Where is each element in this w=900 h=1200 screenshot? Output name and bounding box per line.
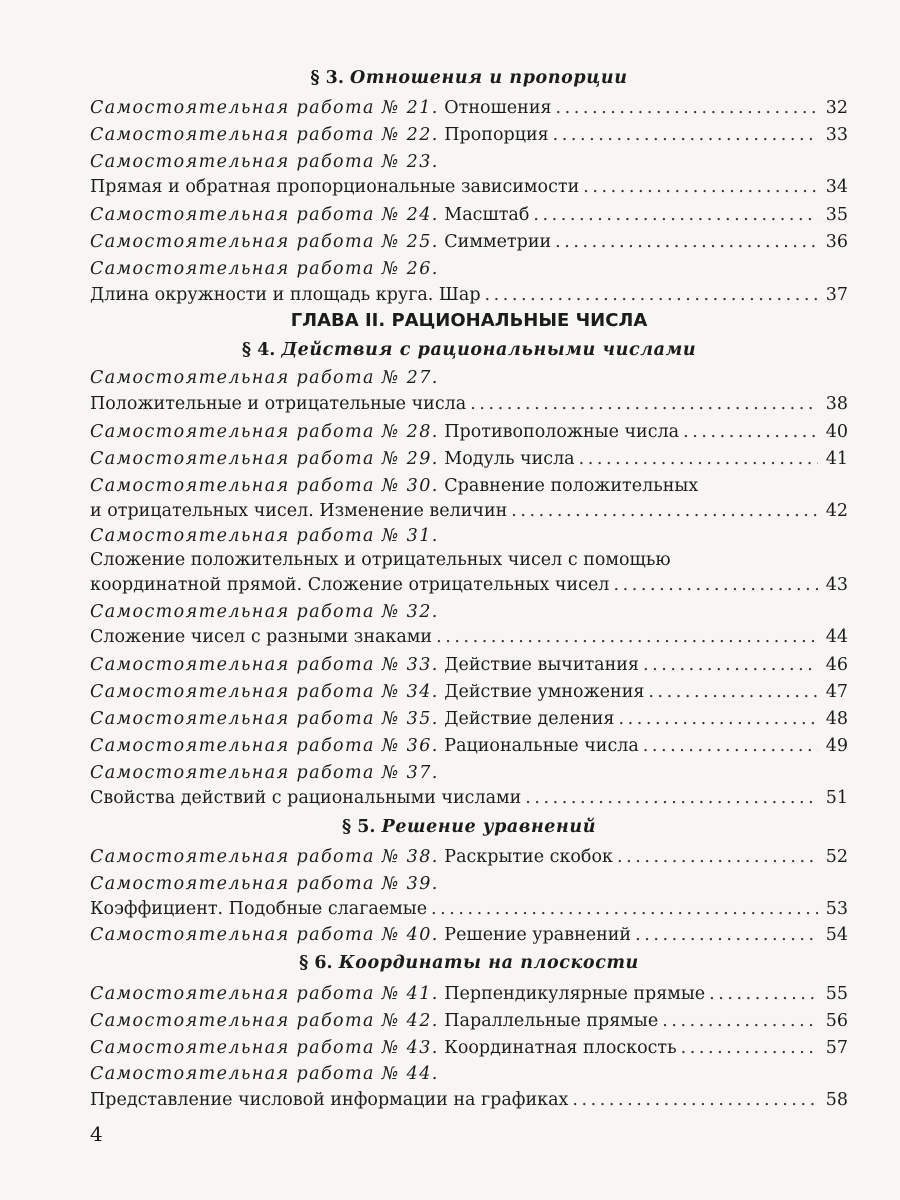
dot-leader — [436, 625, 818, 649]
entry-title: Раскрытие скобок — [444, 847, 613, 867]
dot-leader — [618, 707, 818, 731]
entry-label: Самостоятельная работа № 28. — [90, 422, 439, 442]
entry-title: Масштаб — [444, 205, 530, 225]
entry-label-line — [90, 1062, 848, 1086]
entry-label: Самостоятельная работа № 27. — [90, 368, 439, 388]
section-number: § 4. — [241, 340, 276, 360]
page-number: 33 — [825, 125, 848, 145]
section-title: Отношения и пропорции — [350, 68, 628, 88]
dot-leader — [681, 1036, 818, 1060]
page-number: 51 — [825, 788, 848, 808]
dot-leader — [617, 845, 818, 869]
entry-title: Параллельные прямые — [444, 1011, 659, 1031]
dot-leader — [709, 982, 818, 1006]
section-number: § 3. — [310, 68, 344, 88]
entry-label-line — [90, 257, 848, 281]
toc-entry[interactable] — [90, 897, 848, 921]
page-number: 58 — [825, 1090, 848, 1110]
entry-label: Самостоятельная работа № 35. — [90, 709, 439, 729]
page-number: 41 — [825, 449, 848, 469]
page-number: 46 — [825, 655, 848, 675]
dot-leader — [525, 786, 818, 810]
section-heading — [90, 338, 848, 362]
entry-title: Отношения — [444, 98, 552, 118]
entry-label: Самостоятельная работа № 30. — [90, 476, 439, 496]
section-heading — [90, 951, 848, 975]
toc-entry[interactable] — [90, 680, 848, 704]
toc-entry[interactable] — [90, 96, 848, 120]
entry-label: Самостоятельная работа № 29. — [90, 449, 439, 469]
toc-entry[interactable] — [90, 982, 848, 1006]
entry-title: Перпендикулярные прямые — [444, 984, 706, 1004]
page-number: 48 — [825, 709, 848, 729]
section-number: § 5. — [341, 817, 376, 837]
dot-leader — [648, 680, 818, 704]
page-number: 49 — [825, 736, 848, 756]
entry-label: Самостоятельная работа № 44. — [90, 1064, 439, 1084]
dot-leader — [643, 653, 818, 677]
dot-leader — [572, 1088, 818, 1112]
section-title: Координаты на плоскости — [338, 953, 639, 973]
dot-leader — [485, 283, 818, 307]
toc-entry[interactable] — [90, 923, 848, 947]
toc-entry[interactable] — [90, 230, 848, 254]
toc-entry[interactable] — [90, 447, 848, 471]
page-number: 44 — [825, 627, 848, 647]
toc-entry[interactable] — [90, 573, 848, 597]
toc-entry[interactable] — [90, 845, 848, 869]
page-number: 38 — [825, 394, 848, 414]
entry-label: Самостоятельная работа № 23. — [90, 152, 439, 172]
toc-entry[interactable] — [90, 734, 848, 758]
entry-title: Прямая и обратная пропорциональные зависимости — [90, 177, 580, 197]
entry-label-line — [90, 474, 848, 498]
entry-title: Свойства действий с рациональными числами — [90, 788, 522, 808]
entry-title: Пропорция — [444, 125, 549, 145]
entry-title: Сравнение положительных — [444, 476, 699, 496]
page-number: 34 — [825, 177, 848, 197]
toc-entry[interactable] — [90, 625, 848, 649]
entry-title: Длина окружности и площадь круга. Шар — [90, 285, 481, 305]
entry-label: Самостоятельная работа № 32. — [90, 602, 439, 622]
page-number: 53 — [825, 899, 848, 919]
section-heading — [90, 815, 848, 839]
page-number: 43 — [825, 575, 848, 595]
section-title: Действия с рациональными числами — [281, 340, 697, 360]
entry-label: Самостоятельная работа № 34. — [90, 682, 439, 702]
entry-title: Решение уравнений — [444, 925, 632, 945]
entry-label: Самостоятельная работа № 21. — [90, 98, 439, 118]
page-number: 57 — [825, 1038, 848, 1058]
entry-title: Сложение положительных и отрицательных чисел с помощью — [90, 550, 671, 570]
toc-entry[interactable] — [90, 175, 848, 199]
page-number: 32 — [825, 98, 848, 118]
entry-label-line — [90, 366, 848, 390]
section-title: Решение уравнений — [381, 817, 597, 837]
page-number: 37 — [825, 285, 848, 305]
entry-label: Самостоятельная работа № 26. — [90, 259, 439, 279]
dot-leader — [683, 420, 818, 444]
entry-title: координатной прямой. Сложение отрицательных чисел — [90, 575, 610, 595]
entry-title: Рациональные числа — [444, 736, 639, 756]
dot-leader — [662, 1009, 818, 1033]
dot-leader — [553, 123, 818, 147]
entry-title: Положительные и отрицательные числа — [90, 394, 467, 414]
entry-title: Противоположные числа — [444, 422, 680, 442]
toc-entry[interactable] — [90, 203, 848, 227]
entry-label: Самостоятельная работа № 25. — [90, 232, 439, 252]
entry-label: Самостоятельная работа № 36. — [90, 736, 439, 756]
page-number: 42 — [825, 501, 848, 521]
entry-label-line — [90, 761, 848, 785]
entry-label: Самостоятельная работа № 39. — [90, 874, 439, 894]
entry-label: Самостоятельная работа № 40. — [90, 925, 439, 945]
toc-entry[interactable] — [90, 283, 848, 307]
page-number: 35 — [825, 205, 848, 225]
entry-title: Модуль числа — [444, 449, 575, 469]
toc-entry[interactable] — [90, 1009, 848, 1033]
entry-label: Самостоятельная работа № 42. — [90, 1011, 439, 1031]
toc-entry[interactable] — [90, 653, 848, 677]
entry-label-line — [90, 150, 848, 174]
entry-label: Самостоятельная работа № 43. — [90, 1038, 439, 1058]
entry-label-line — [90, 600, 848, 624]
page-number: 52 — [825, 847, 848, 867]
entry-label: Самостоятельная работа № 37. — [90, 763, 439, 783]
entry-title: Симметрии — [444, 232, 552, 252]
dot-leader — [643, 734, 818, 758]
entry-title-line — [90, 548, 848, 572]
toc-entry[interactable] — [90, 1036, 848, 1060]
dot-leader — [431, 897, 818, 921]
section-number: § 6. — [299, 953, 333, 973]
entry-label: Самостоятельная работа № 22. — [90, 125, 439, 145]
entry-label: Самостоятельная работа № 24. — [90, 205, 439, 225]
toc-entry[interactable] — [90, 123, 848, 147]
entry-title: Действие деления — [444, 709, 615, 729]
entry-label: Самостоятельная работа № 41. — [90, 984, 439, 1004]
entry-label-line — [90, 872, 848, 896]
entry-title: Координатная плоскость — [444, 1038, 677, 1058]
dot-leader — [555, 230, 818, 254]
entry-title: Представление числовой информации на графиках — [90, 1090, 569, 1110]
entry-label: Самостоятельная работа № 33. — [90, 655, 439, 675]
dot-leader — [613, 573, 818, 597]
entry-title: Действие умножения — [444, 682, 645, 702]
toc-entry[interactable] — [90, 392, 848, 416]
section-heading — [90, 66, 848, 90]
toc-entry[interactable] — [90, 499, 848, 523]
dot-leader — [470, 392, 818, 416]
page-number: 56 — [825, 1011, 848, 1031]
dot-leader — [583, 175, 818, 199]
entry-label: Самостоятельная работа № 38. — [90, 847, 439, 867]
entry-label: Самостоятельная работа № 31. — [90, 526, 439, 546]
toc-entry[interactable] — [90, 786, 848, 810]
dot-leader — [533, 203, 818, 227]
toc-entry[interactable] — [90, 1088, 848, 1112]
entry-title: Действие вычитания — [444, 655, 639, 675]
entry-title: Сложение чисел с разными знаками — [90, 627, 433, 647]
toc-entry[interactable] — [90, 707, 848, 731]
dot-leader — [511, 499, 818, 523]
chapter-heading: ГЛАВА II. РАЦИОНАЛЬНЫЕ ЧИСЛА — [290, 310, 648, 331]
entry-label-line — [90, 524, 848, 548]
footer-page-number: 4 — [90, 1122, 103, 1146]
dot-leader — [579, 447, 818, 471]
page-number: 55 — [825, 984, 848, 1004]
page-number: 47 — [825, 682, 848, 702]
page-number: 54 — [825, 925, 848, 945]
page-number: 40 — [825, 422, 848, 442]
toc-entry[interactable] — [90, 420, 848, 444]
entry-title: Коэффициент. Подобные слагаемые — [90, 899, 428, 919]
dot-leader — [635, 923, 818, 947]
page-number: 36 — [825, 232, 848, 252]
dot-leader — [556, 96, 818, 120]
entry-title: и отрицательных чисел. Изменение величин — [90, 501, 508, 521]
